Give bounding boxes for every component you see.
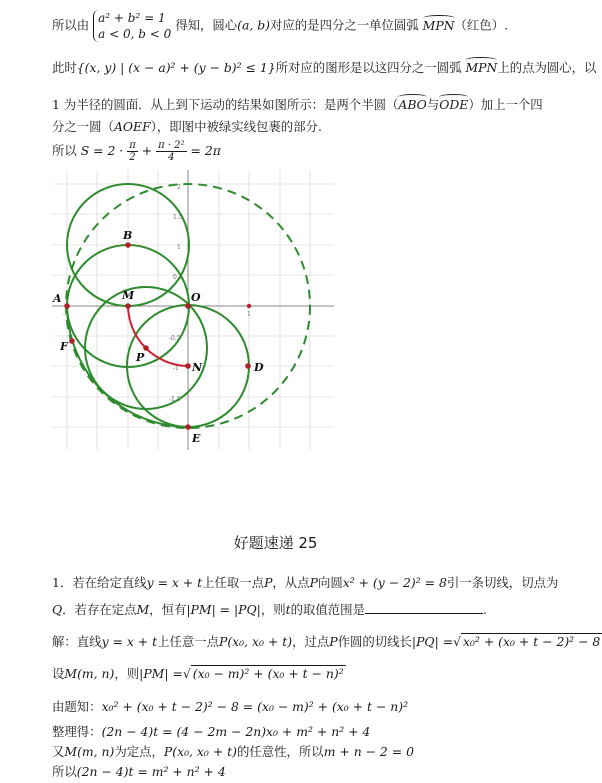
- text: 整理得：: [52, 724, 102, 739]
- numerator: π · 2²: [158, 140, 185, 151]
- region-aoef: AOEF: [113, 119, 151, 134]
- tick-y-1.5: 1.5: [173, 214, 183, 221]
- solution-line-5: [52, 742, 414, 760]
- system-eq-1: a² + b² = 1: [98, 11, 166, 25]
- formula-part: S = 2 ·: [80, 143, 124, 158]
- text: 上任取一点: [202, 575, 265, 590]
- text: ，过点: [292, 634, 330, 649]
- text: ）加上一个四: [468, 97, 543, 112]
- text: 的任意性，所以: [236, 744, 324, 759]
- text: 所以: [52, 764, 77, 779]
- point-expr: M(m, n): [64, 744, 115, 759]
- label-b: B: [123, 229, 133, 242]
- point-expr: M(m, n): [64, 666, 115, 681]
- line-equation: y = x + t: [101, 634, 158, 649]
- point-b: [125, 242, 131, 248]
- solution-line-3: [52, 697, 408, 715]
- arc-ode: ODE: [439, 97, 469, 112]
- tick-y--0.5: -0.5: [169, 335, 181, 342]
- line-equation: y = x + t: [146, 575, 203, 590]
- label-d: D: [254, 361, 264, 374]
- solution-line-1: 解：直线y = x + t上任意一点P(x₀, x₀ + t)，过点P作圆的切线长|PQ| =√ x₀² + (x₀ + t − 2)² − 8: [52, 634, 601, 649]
- intro-line-2: [52, 58, 596, 76]
- text: 上的点为圆心，以: [497, 60, 597, 75]
- tangent-length-lhs: |PQ| =: [411, 634, 454, 649]
- center-expr: (a, b): [237, 17, 271, 33]
- equation: x₀² + (x₀ + t − 2)² − 8 = (x₀ − m)² + (x₀ + t − n)²: [101, 699, 409, 714]
- equation-system: [93, 10, 171, 42]
- equation: (2n − 4)t = m² + n² + 4: [76, 764, 226, 779]
- problem-line-1: [52, 573, 558, 591]
- text: ，恒有: [149, 602, 187, 617]
- arc-mpn: MPN: [422, 17, 455, 33]
- tick-y-0.5: 0.5: [173, 274, 183, 281]
- text: 1．若在给定直线: [52, 575, 147, 590]
- tick-y--1.5: -1.5: [169, 396, 181, 403]
- equation: (2n − 4)t = (4 − 2m − 2n)x₀ + m² + n² + 4: [101, 724, 371, 739]
- text: 上任意一点: [157, 634, 220, 649]
- formula-part: +: [141, 143, 153, 158]
- label-n: N: [192, 361, 203, 374]
- radicand: x₀² + (x₀ + t − 2)² − 8: [462, 634, 601, 649]
- text: .: [482, 602, 487, 617]
- text: 作圆的切线长: [337, 634, 412, 649]
- label-m: M: [122, 289, 135, 302]
- intro-line-1: [52, 10, 508, 42]
- tick-y-1: 1: [177, 244, 181, 251]
- point-a: [64, 303, 70, 309]
- point-o: [185, 303, 191, 309]
- text: 所对应的图形是以这四分之一圆弧: [275, 60, 462, 75]
- point-f: [69, 338, 75, 344]
- text: 所以由: [52, 17, 90, 33]
- circle-equation: x² + (y − 2)² = 8: [342, 575, 447, 590]
- text: 解：直线: [52, 634, 102, 649]
- point-n: [185, 363, 191, 369]
- set-expression: {(x, y) | (x − a)² + (y − b)² ≤ 1}: [76, 60, 276, 75]
- text: 所以: [52, 143, 77, 158]
- problem-line-2: [52, 600, 487, 618]
- point-p-var: P: [329, 634, 338, 649]
- tick-y--1: -1: [173, 365, 179, 372]
- denominator: 4: [168, 152, 175, 163]
- text: 的取值范围是: [290, 602, 365, 617]
- label-f: F: [60, 340, 68, 353]
- point-p: [143, 345, 149, 351]
- text: 设: [52, 666, 65, 681]
- equation: m + n − 2 = 0: [323, 744, 414, 759]
- text: ），即图中被绿实线包裹的部分.: [150, 119, 322, 134]
- formula-part: = 2π: [190, 143, 221, 158]
- denominator: 2: [129, 152, 136, 163]
- numerator: π: [129, 140, 136, 151]
- answer-blank: [365, 603, 483, 614]
- text: ，从点: [272, 575, 310, 590]
- point-q-var: Q: [52, 602, 63, 617]
- text: 得知，圆心: [175, 17, 238, 33]
- text: （红色）.: [454, 17, 509, 33]
- text: 为定点，: [114, 744, 164, 759]
- point-expr: P(x₀, x₀ + t): [219, 634, 293, 649]
- text: 由题知：: [52, 699, 102, 714]
- intro-line-4: [52, 117, 322, 135]
- tick-y-2: 2: [177, 184, 181, 191]
- condition: |PM| = |PQ|: [186, 602, 261, 617]
- point-m: [125, 303, 131, 309]
- arc-abo: ABO: [398, 97, 427, 112]
- text: ，则: [114, 666, 140, 681]
- tick-x--1: -1: [63, 311, 69, 318]
- text: 此时: [52, 60, 77, 75]
- section-heading: 好题速递 25: [233, 534, 318, 552]
- point-p-var: P: [309, 575, 318, 590]
- point-e: [185, 424, 191, 430]
- system-eq-2: a < 0, b < 0: [98, 27, 172, 41]
- point-tick: [247, 304, 251, 308]
- point-p-var: P: [264, 575, 273, 590]
- text: 1 为半径的圆面．从上到下运动的结果如图所示：是两个半圆（: [52, 97, 399, 112]
- point-m-var: M: [136, 602, 150, 617]
- solution-line-6: [52, 762, 226, 780]
- text: 又: [52, 744, 65, 759]
- solution-line-2: 设M(m, n)，则|PM| =√ (x₀ − m)² + (x₀ + t − n)²: [52, 666, 344, 681]
- text: 向圆: [317, 575, 343, 590]
- label-a: A: [53, 292, 62, 305]
- text: 与: [426, 97, 440, 112]
- intro-line-3: [52, 95, 543, 113]
- text: 分之一圆（: [52, 119, 114, 134]
- point-d: [245, 363, 251, 369]
- label-e: E: [192, 432, 201, 445]
- text: 引一条切线，切点为: [446, 575, 559, 590]
- label-o: O: [191, 291, 201, 304]
- text: ，则: [260, 602, 286, 617]
- solution-line-4: [52, 722, 370, 740]
- fraction: [156, 140, 186, 163]
- point-expr: P(x₀, x₀ + t): [163, 744, 237, 759]
- arc-mpn: MPN: [465, 60, 498, 75]
- distance-lhs: |PM| =: [139, 666, 183, 681]
- geometry-figure: [52, 170, 334, 450]
- fraction: [127, 140, 138, 163]
- area-formula: [52, 140, 221, 163]
- label-p: P: [136, 351, 145, 364]
- text: 对应的是四分之一单位圆弧: [270, 17, 419, 33]
- radicand: (x₀ − m)² + (x₀ + t − n)²: [192, 666, 344, 681]
- text: ．若存在定点: [62, 602, 137, 617]
- tick-x-1: 1: [247, 311, 251, 318]
- var-t: t: [285, 602, 291, 617]
